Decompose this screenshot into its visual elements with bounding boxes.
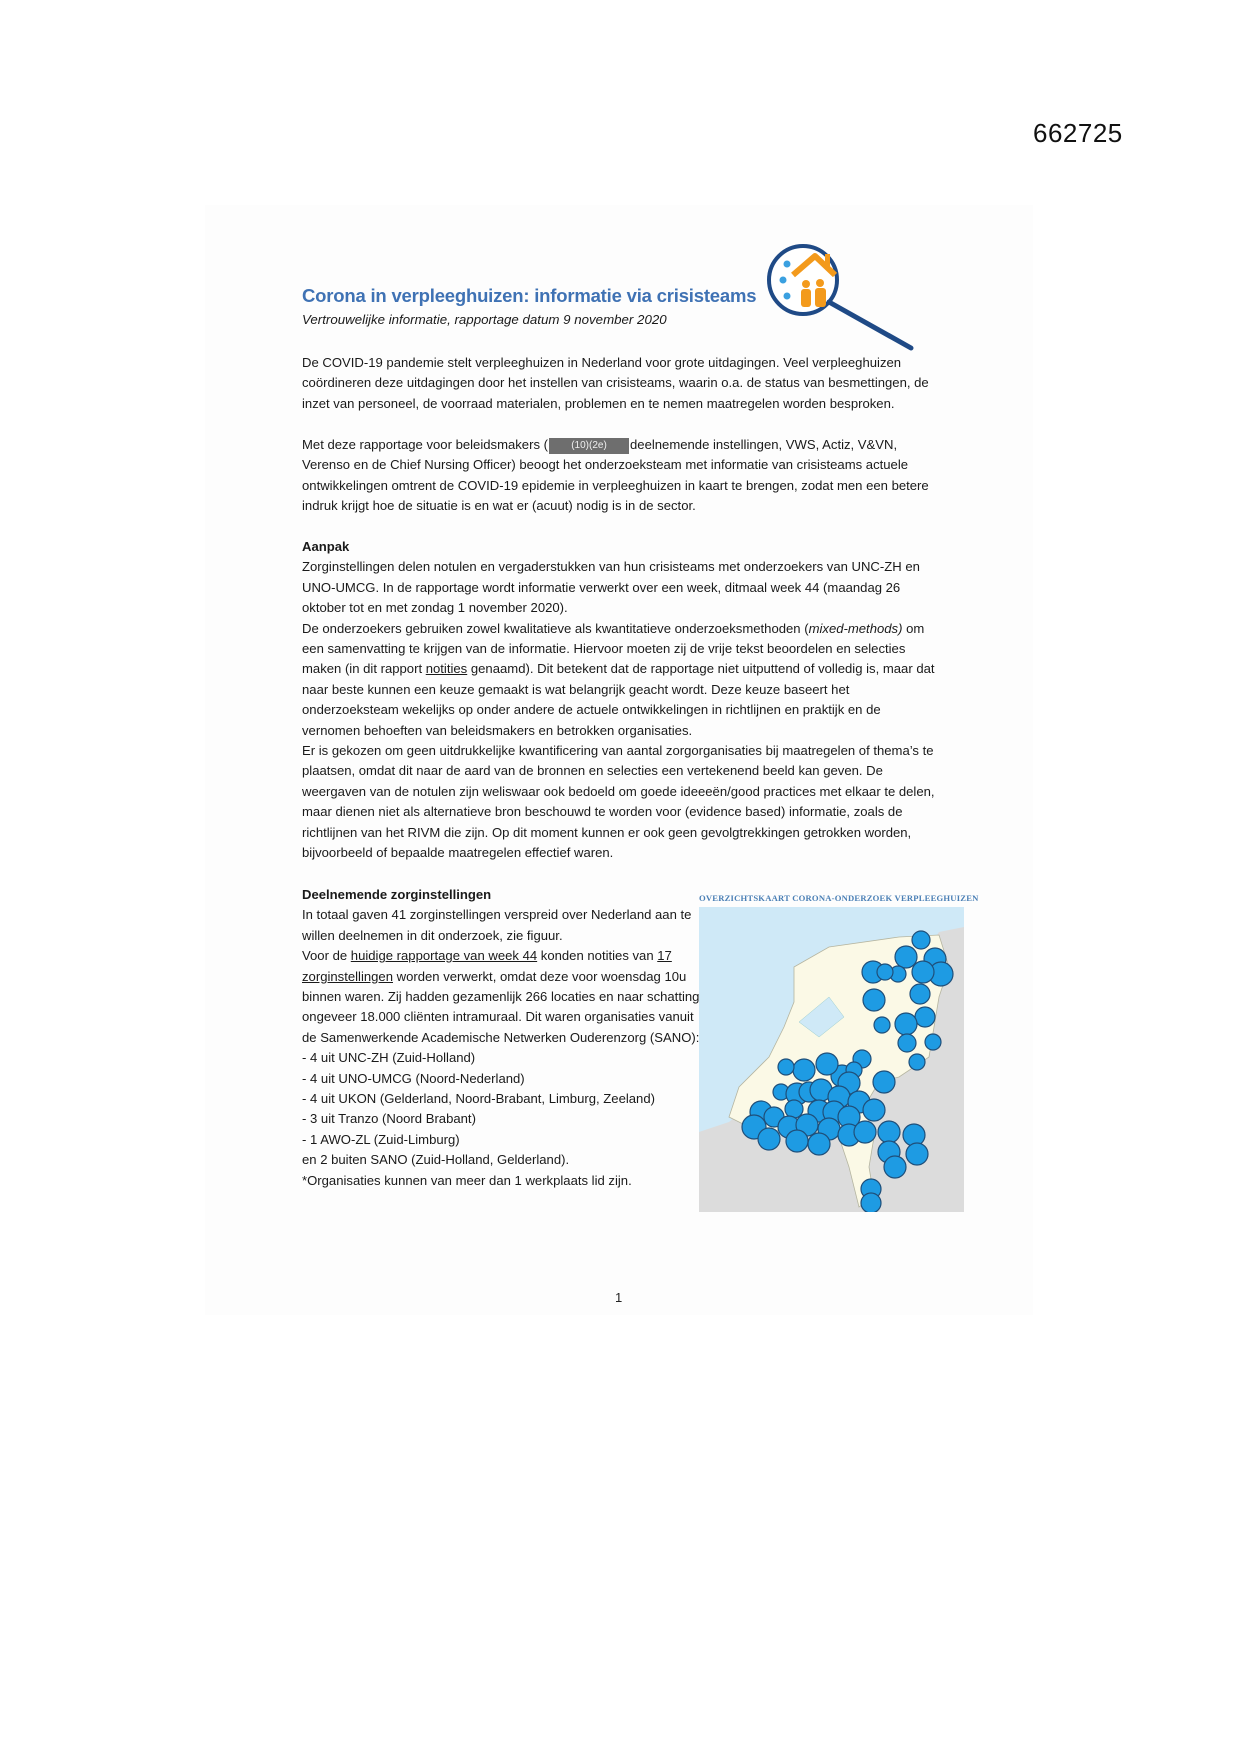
list-item: - 3 uit Tranzo (Noord Brabant) [302,1111,476,1127]
page-title: Corona in verpleeghuizen: informatie via crisisteams [302,285,757,306]
list-item: - 4 uit UNC-ZH (Zuid-Holland) [302,1050,476,1066]
intro-paragraph-1: De COVID-19 pandemie stelt verpleeghuizen in Nederland voor grote uitdagingen. Veel verpleeghuizen coördineren deze uitdagingen door het instellen van crisisteams, waarin o.a. de status van besmettingen, de inzet van personeel, de voorraad materialen, problemen en te nemen maatregelen worden besproken. [302,355,929,411]
page-number: 1 [615,1290,623,1305]
list-item: - 4 uit UKON (Gelderland, Noord-Brabant, Limburg, Zeeland) [302,1091,655,1107]
list-item: - 4 uit UNO-UMCG (Noord-Nederland) [302,1070,525,1086]
section-aanpak: Aanpak Zorginstellingen delen notulen en vergaderstukken van hun crisisteams met onderzoekers van UNC-ZH en UNO-UMCG. In de rapportage wordt informatie verwerkt over een week, ditmaal week 44 (maandag 26 oktober tot en met zondag 1 november 2020). De onderzoekers gebruiken zowel kwalitatieve als kwantitatieve onderzoeksmethoden (mixed-methods) om een samenvatting te krijgen van de informatie. Hiervoor moeten zij de vrije tekst beoordelen en selecties maken (in dit rapport notities genaamd). Dit betekent dat de rapportage niet uitputtend of volledig is, maar dat naar beste kunnen een keuze gemaakt is wat belangrijk geacht wordt. Deze keuze baseert het onderzoeksteam wekelijks op onder andere de actuele ontwikkelingen in richtlijnen en praktijk en de vernomen behoeften van beleidsmakers en betrokken organisaties. Er is gekozen om geen uitdrukkelijke kwantificering van aantal zorgorganisaties bij maatregelen of thema’s te plaatsen, omdat dit naar de aard van de bronnen en selecties een vertekenend beeld kan geven. De weergaven van de notulen zijn weliswaar ook bedoeld om goede ideeeën/good practices met elkaar te delen, maar dienen niet als alternatieve bron beschouwd te worden voor (evidence based) informatie, zoals de richtlijnen van het RIVM die zijn. Op dit moment kunnen er ook geen gevolgtrekkingen getrokken worden, bijvoorbeeld of bepaalde maatregelen effectief waren. [302,537,942,864]
footnote: *Organisaties kunnen van meer dan 1 werkplaats lid zijn. [302,1172,632,1188]
netherlands-map [699,907,964,1212]
page-subtitle: Vertrouwelijke informatie, rapportage datum 9 november 2020 [302,312,667,327]
section-deelnemende: Deelnemende zorginstellingen In totaal gaven 41 zorginstellingen verspreid over Nederland aan te willen deelnemen in dit onderzoek, zie figuur. Voor de huidige rapportage van week 44 konden notities van 17 zorginstellingen worden verwerkt, omdat deze voor woensdag 10u binnen waren. Zij hadden gezamenlijk 266 locaties en naar schatting ongeveer 18.000 cliënten intramuraal. Dit waren organisaties vanuit de Samenwerkende Academische Netwerken Ouderenzorg (SANO): - 4 uit UNC-ZH (Zuid-Holland) - 4 uit UNO-UMCG (Noord-Nederland) - 4 uit UKON (Gelderland, Noord-Brabant, Limburg, Zeeland) - 3 uit Tranzo (Noord Brabant) - 1 AWO-ZL (Zuid-Limburg) en 2 buiten SANO (Zuid-Holland, Gelderland). *Organisaties kunnen van meer dan 1 werkplaats lid zijn. [302,885,702,1191]
term-notities: notities [425,661,468,677]
overview-map [699,893,979,1212]
magnifier-house-elderly-icon [763,240,923,352]
redaction-block: (10)(2e) [549,438,629,454]
section-heading-deelnemende: Deelnemende zorginstellingen [302,887,492,902]
map-title: OVERZICHTSKAART CORONA-ONDERZOEK VERPLEEGHUIZEN [699,893,979,903]
list-item: - 1 AWO-ZL (Zuid-Limburg) [302,1131,460,1147]
intro-paragraph-2: Met deze rapportage voor beleidsmakers ( (10)(2e) deelnemende instellingen, VWS, Actiz, V&VN, Verenso en de Chief Nursing Officer) beoogt het onderzoeksteam met informatie van crisisteams actuele ontwikkelingen omtrent de COVID-19 epidemie in verpleeghuizen in kaart te brengen, zodat men een betere indruk krijgt hoe de situatie is en wat er (acuut) nodig is in de sector. [302,437,929,514]
document-id: 662725 [1033,118,1123,148]
section-heading-aanpak: Aanpak [302,539,350,554]
map-graphic [699,907,964,1212]
